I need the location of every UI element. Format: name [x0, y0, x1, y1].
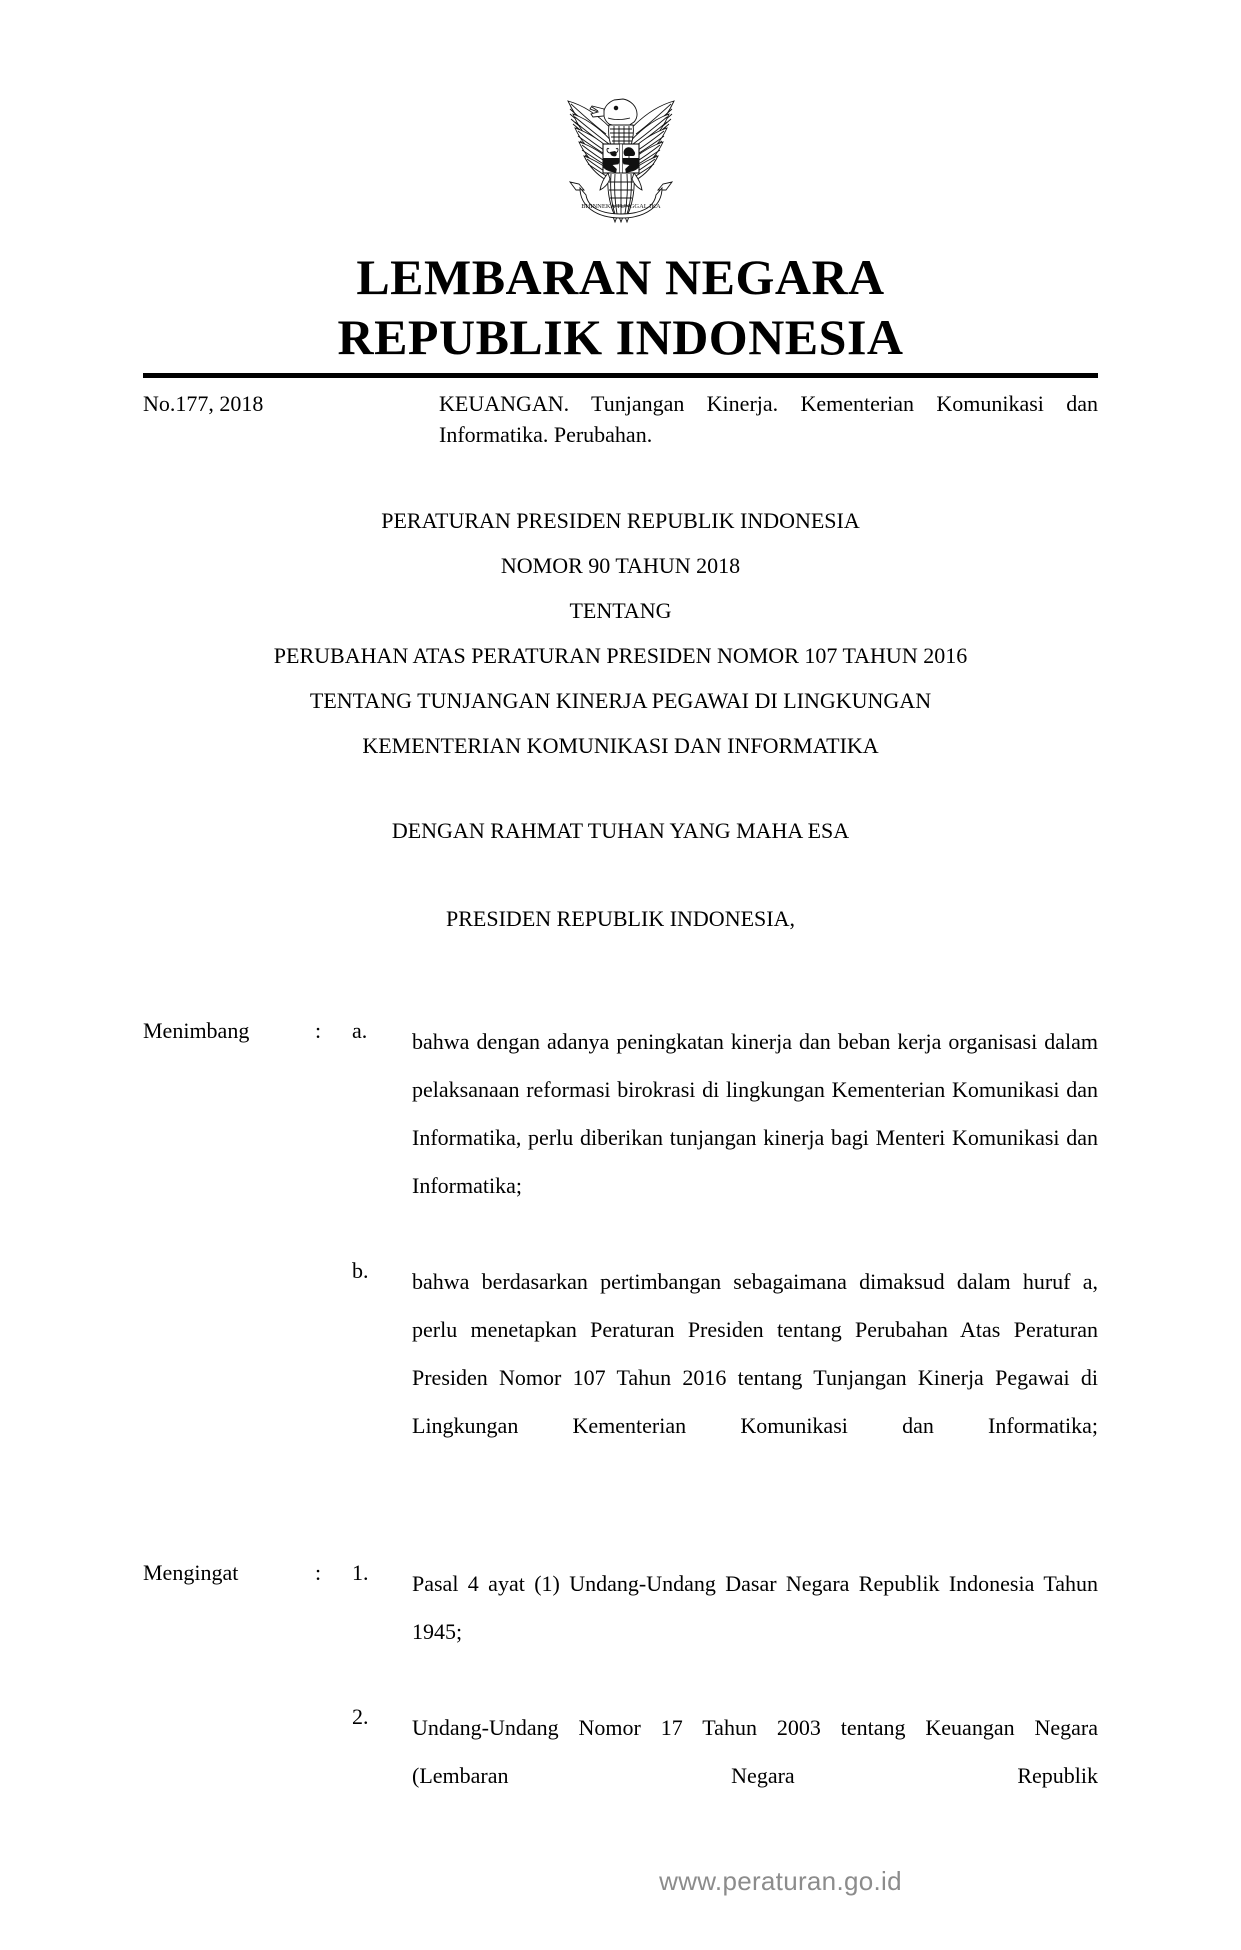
clause-item [143, 1560, 1098, 1704]
footer-watermark [0, 1866, 1241, 1897]
item-text: bahwa berdasarkan pertimbangan sebagaimana dimaksud dalam huruf a, perlu menetapkan Peraturan Presiden tentang Perubahan Atas Peraturan Presiden Nomor 107 Tahun 2016 tentang Tunjangan Kinerja Pegawai di Lingkungan Kementerian Komunikasi dan Informatika; [412, 1269, 1098, 1438]
masthead-divider [143, 373, 1098, 378]
emblem-motto-text: BHINNEKA TUNGGAL IKA [580, 203, 661, 210]
title-line-1: PERATURAN PRESIDEN REPUBLIK INDONESIA [381, 508, 860, 533]
masthead-line-2: REPUBLIK INDONESIA [337, 309, 904, 365]
item-marker: 2. [352, 1704, 369, 1729]
clause-items-menimbang [143, 1018, 1098, 1498]
clause-colon-mengingat: : [315, 1560, 322, 1585]
catalog-subject [439, 388, 1098, 450]
catalog-subject-text: KEUANGAN. Tunjangan Kinerja. Kementerian Komunikasi dan Informatika. Perubahan. [439, 391, 1098, 448]
clause-item [143, 1018, 1098, 1258]
title-block [0, 498, 1241, 941]
catalog-number: No.177, 2018 [143, 391, 264, 416]
title-line-2: NOMOR 90 TAHUN 2018 [500, 553, 741, 578]
clause-label-mengingat: Mengingat [143, 1560, 239, 1585]
clause-spacer [143, 1498, 1098, 1560]
clause-list [143, 1018, 1098, 1848]
item-text: Undang-Undang Nomor 17 Tahun 2003 tentang Keuangan Negara (Lembaran Negara Republik [412, 1715, 1098, 1788]
catalog-line [143, 388, 1098, 450]
masthead-line-1: LEMBARAN NEGARA [356, 249, 885, 305]
item-marker: 1. [352, 1560, 369, 1585]
item-text: bahwa dengan adanya peningkatan kinerja dan beban kerja organisasi dalam pelaksanaan reformasi birokrasi di lingkungan Kementerian Komunikasi dan Informatika, perlu diberikan tunjangan kinerja bagi Menteri Komunikasi dan Informatika; [412, 1029, 1098, 1198]
title-line-6: KEMENTERIAN KOMUNIKASI DAN INFORMATIKA [362, 733, 879, 758]
invocation-line: DENGAN RAHMAT TUHAN YANG MAHA ESA [391, 818, 850, 843]
title-gap-2 [0, 853, 1241, 896]
clause-item [143, 1704, 1098, 1848]
item-marker: b. [352, 1258, 369, 1283]
item-marker: a. [352, 1018, 368, 1043]
clause-menimbang [143, 1018, 1098, 1498]
title-gap-1 [0, 768, 1241, 808]
title-line-4: PERUBAHAN ATAS PERATURAN PRESIDEN NOMOR 107 TAHUN 2016 [273, 643, 968, 668]
title-line-3: TENTANG [569, 598, 672, 623]
garuda-pancasila-icon [0, 78, 1241, 251]
item-text: Pasal 4 ayat (1) Undang-Undang Dasar Negara Republik Indonesia Tahun 1945; [412, 1571, 1098, 1644]
authority-line: PRESIDEN REPUBLIK INDONESIA, [446, 906, 795, 931]
clause-items-mengingat [143, 1560, 1098, 1848]
footer-watermark-text: www.peraturan.go.id [659, 1866, 902, 1896]
clause-colon-menimbang: : [315, 1018, 322, 1043]
clause-label-menimbang: Menimbang [143, 1018, 250, 1043]
clause-item [143, 1258, 1098, 1498]
title-line-5: TENTANG TUNJANGAN KINERJA PEGAWAI DI LINGKUNGAN [309, 688, 932, 713]
clause-mengingat [143, 1560, 1098, 1848]
